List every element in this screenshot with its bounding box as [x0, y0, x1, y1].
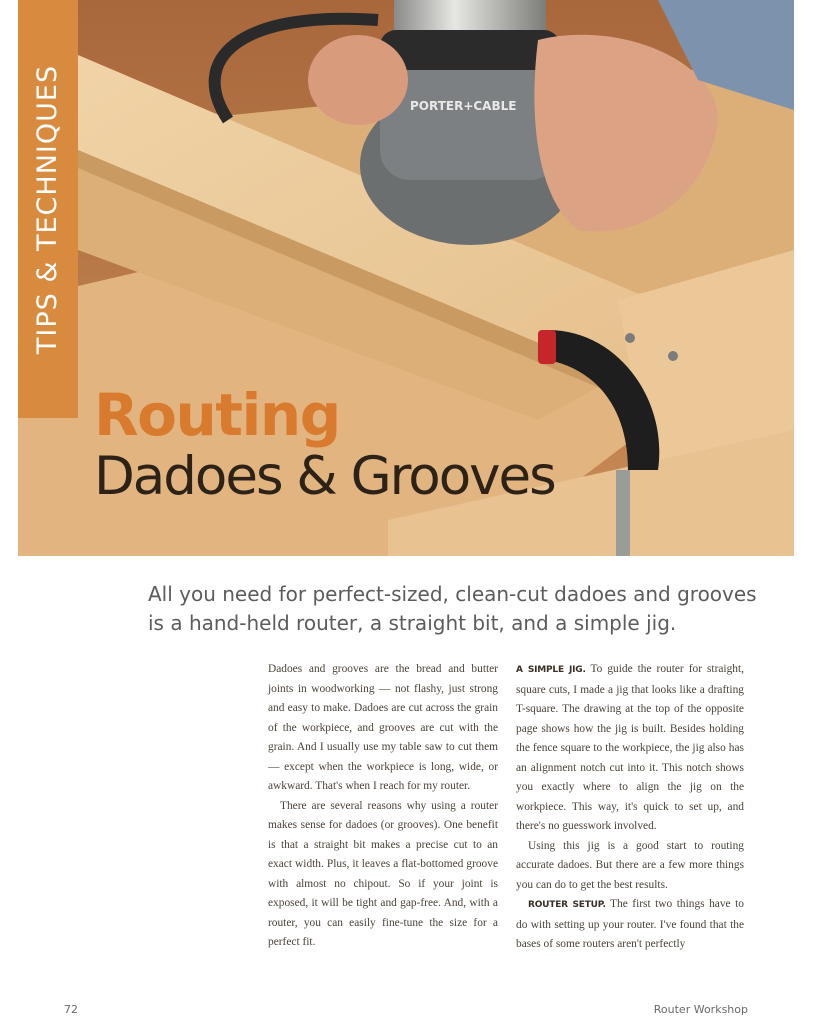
section-tab-label: TIPS & TECHNIQUES [32, 64, 64, 354]
body-paragraph [516, 837, 744, 896]
body-paragraph: There are several reasons why using a router makes sense for dadoes (or grooves). One benefit is that a straight bit makes a precise cut to an exact width. Plus, it leaves a flat-bottomed groove with almost no chipout. So if your joint is exposed, it will be tight and gap-free. And, with a router, you can easily fine-tune the size for a perfect fit. [268, 799, 498, 948]
run-in-heading: A SIMPLE JIG. [516, 665, 586, 675]
body-column-left [268, 660, 498, 953]
body-paragraph [516, 895, 744, 955]
body-paragraph [516, 660, 744, 837]
publication-name: Router Workshop [653, 1003, 748, 1016]
article-deck: All you need for perfect-sized, clean-cut dadoes and grooves is a hand-held router, a straight bit, and a simple jig. [148, 582, 757, 635]
section-tab [18, 0, 78, 418]
article-title [94, 381, 555, 507]
paragraph-text: The first two things have to do with setting up your router. I've found that the bases of some routers aren't perfectly [516, 898, 744, 950]
page-number: 72 [64, 1003, 78, 1016]
body-paragraph: Dadoes and grooves are the bread and butter joints in woodworking — not flashy, just strong and easy to make. Dadoes are cut across the grain of the workpiece, and grooves are cut with the grain. And I usually use my table saw to cut them — except when the workpiece is long, wide, or awkward. That's when I reach for my router. [268, 663, 498, 792]
paragraph-text: Using this jig is a good start to routing accurate dadoes. But there are a few more things you can do to get the best results. [516, 839, 744, 891]
run-in-heading: ROUTER SETUP. [528, 900, 606, 910]
title-line-1: Routing [94, 381, 340, 449]
title-line-2: Dadoes & Grooves [94, 446, 555, 507]
paragraph-text: To guide the router for straight, square cuts, I made a jig that looks like a drafting T-square. The drawing at the top of the opposite page shows how the jig is built. Besides holding the fence square to the workpiece, the jig also has an alignment notch cut into it. This notch shows you exactly where to align the jig on the workpiece. This way, it's quick to set up, and there's no guesswork involved. [516, 663, 744, 832]
body-column-right [516, 660, 744, 955]
router-brand-label: PORTER+CABLE [410, 99, 517, 113]
